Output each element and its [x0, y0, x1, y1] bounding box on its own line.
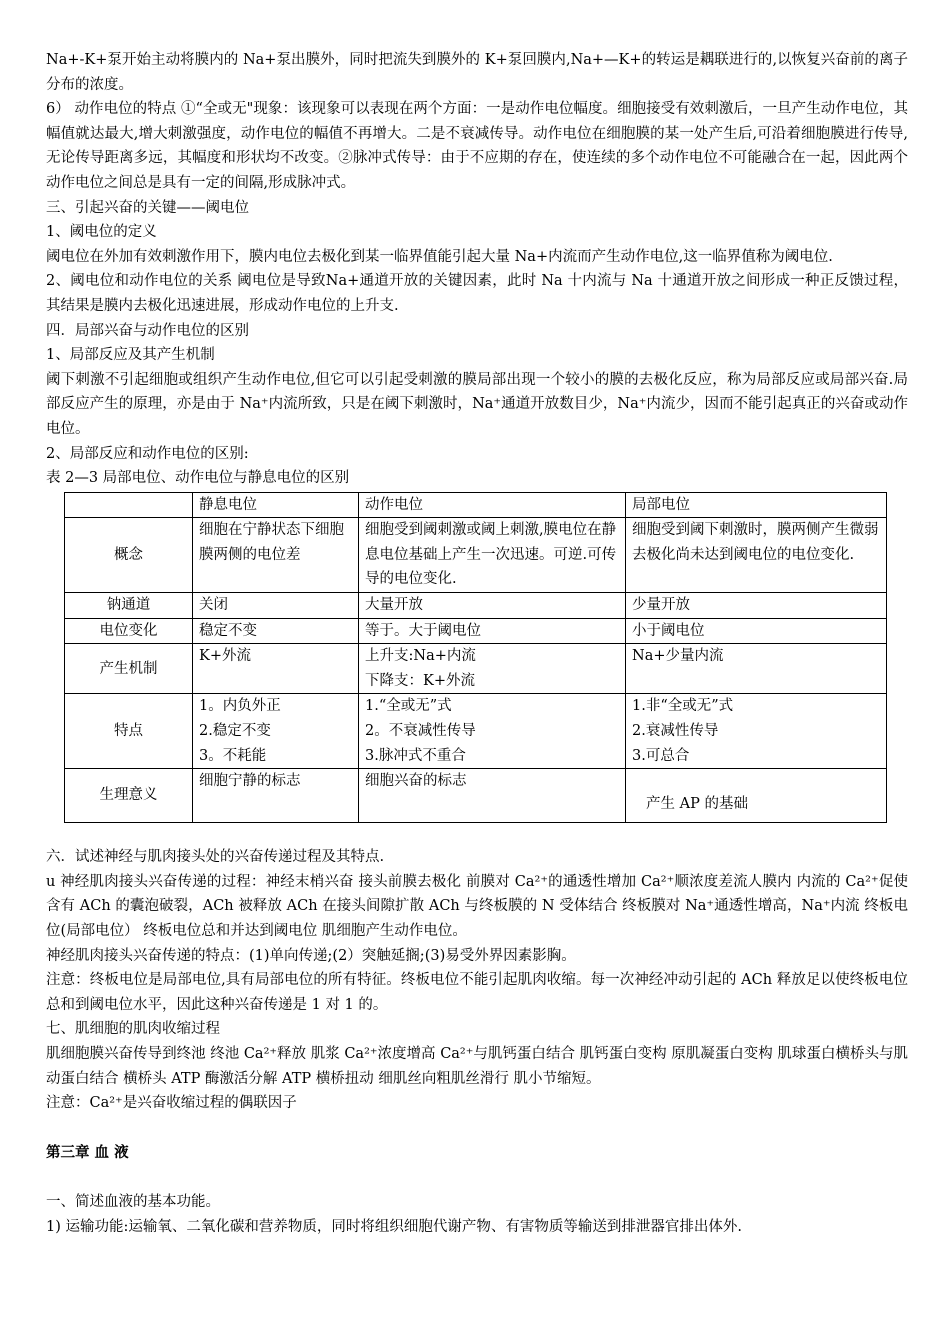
- cell-line: 2。不衰减性传导: [365, 723, 476, 740]
- table-header-cell: 动作电位: [359, 492, 626, 518]
- row-label: 电位变化: [65, 618, 193, 644]
- paragraph-transport-function: 1) 运输功能:运输氧、二氧化碳和营养物质，同时将组织细胞代谢产物、有害物质等输送到排泄器官排出体外.: [46, 1218, 742, 1235]
- cell-line: 2.稳定不变: [199, 723, 271, 740]
- paragraph-contraction-process: 肌细胞膜兴奋传导到终池 终池 Ca²⁺释放 肌浆 Ca²⁺浓度增高 Ca²⁺与肌钙蛋白结合 肌钙蛋白变构 原肌凝蛋白变构 肌球蛋白横桥头与肌动蛋白结合 横桥头 ATP 酶激活分解 ATP 横桥扭动 细肌丝向粗肌丝滑行 肌小节缩短。: [46, 1045, 908, 1087]
- document-body: [46, 48, 908, 1240]
- table-cell: [359, 644, 626, 694]
- spacer: [46, 1116, 908, 1141]
- cell-line: 3.可总合: [632, 747, 690, 764]
- table-cell: [626, 769, 887, 823]
- paragraph-threshold-definition: 阈电位在外加有效刺激作用下，膜内电位去极化到某一临界值能引起大量 Na+内流而产生动作电位,这一临界值称为阈电位.: [46, 248, 833, 265]
- spacer: [46, 1165, 908, 1190]
- cell-line: 3。不耗能: [199, 747, 267, 764]
- paragraph-local-response: 阈下刺激不引起细胞或组织产生动作电位,但它可以引起受刺激的膜局部出现一个较小的膜的去极化反应，称为局部反应或局部兴奋.局部反应产生的原理，亦是由于 Na⁺内流所致，只是在阈下刺激时，Na⁺通道开放数目少，Na⁺内流少，因而不能引起真正的兴奋或动作电位。: [46, 371, 908, 437]
- paragraph-threshold-relation: 2、阈电位和动作电位的关系 阈电位是导致Na+通道开放的关键因素，此时 Na 十内流与 Na 十通道开放之间形成一种正反馈过程，其结果是膜内去极化迅速进展，形成动作电位的上升支.: [46, 273, 908, 314]
- table-cell: 小于阈电位: [626, 618, 887, 644]
- table-cell: [626, 644, 887, 694]
- row-label: 特点: [65, 694, 193, 769]
- table-header-cell: 静息电位: [193, 492, 359, 518]
- cell-line: K+外流: [199, 648, 251, 665]
- table-cell: 稳定不变: [193, 618, 359, 644]
- table-header-cell: 局部电位: [626, 492, 887, 518]
- cell-line: 上升支:Na+内流: [365, 648, 476, 665]
- section-heading-contraction: 七、肌细胞的肌肉收缩过程: [46, 1021, 220, 1038]
- cell-line: 产生 AP 的基础: [646, 796, 748, 813]
- spacer: [46, 823, 908, 845]
- table-row: [65, 644, 887, 694]
- subheading-difference: 2、局部反应和动作电位的区别:: [46, 445, 249, 462]
- paragraph-nmj-features: 神经肌肉接头兴奋传递的特点：(1)单向传递;(2）突触延搁;(3)易受外界因素影胸。: [46, 947, 576, 964]
- cell-line: 1。内负外正: [199, 698, 281, 715]
- subheading-local-response: 1、局部反应及其产生机制: [46, 347, 215, 364]
- paragraph-calcium-note: 注意：Ca²⁺是兴奋收缩过程的偶联因子: [46, 1095, 297, 1112]
- table-header-row: [65, 492, 887, 518]
- section-heading-threshold: 三、引起兴奋的关键——阈电位: [46, 199, 249, 216]
- table-cell: [193, 644, 359, 694]
- table-header-cell: [65, 492, 193, 518]
- table-cell: 等于。大于阈电位: [359, 618, 626, 644]
- table-row: [65, 694, 887, 769]
- table-row: [65, 593, 887, 619]
- table-cell: 大量开放: [359, 593, 626, 619]
- table-cell: [193, 694, 359, 769]
- row-label: 钠通道: [65, 593, 193, 619]
- table-cell: 少量开放: [626, 593, 887, 619]
- table-row: [65, 618, 887, 644]
- table-row: [65, 518, 887, 593]
- table-cell: 细胞宁静的标志: [193, 769, 359, 823]
- cell-line: Na+少量内流: [632, 648, 724, 665]
- table-cell: [626, 694, 887, 769]
- paragraph-na-k-pump: Na+-K+泵开始主动将膜内的 Na+泵出膜外，同时把流失到膜外的 K+泵回膜内,Na+—K+的转运是耦联进行的,以恢复兴奋前的离子分布的浓度。: [46, 52, 908, 93]
- section-heading-blood-functions: 一、简述血液的基本功能。: [46, 1194, 220, 1211]
- row-label: 生理意义: [65, 769, 193, 823]
- table-cell: 细胞受到阈刺激或阈上刺激,膜电位在静息电位基础上产生一次迅速。可逆.可传导的电位变化.: [359, 518, 626, 593]
- row-label: 产生机制: [65, 644, 193, 694]
- cell-line: 下降支：K+外流: [365, 672, 475, 689]
- cell-line: 3.脉冲式不重合: [365, 747, 466, 764]
- table-cell: [359, 694, 626, 769]
- cell-line: 1.非“全或无”式: [632, 698, 734, 715]
- cell-line: 1.“全或无”式: [365, 698, 452, 715]
- comparison-table: [64, 492, 887, 824]
- subheading-threshold-definition: 1、阈电位的定义: [46, 224, 157, 241]
- section-heading-nmj: 六．试述神经与肌肉接头处的兴奋传递过程及其特点.: [46, 849, 385, 866]
- row-label: 概念: [65, 518, 193, 593]
- table-row: [65, 769, 887, 823]
- cell-line: 2.衰减性传导: [632, 723, 719, 740]
- paragraph-nmj-note: 注意：终板电位是局部电位,具有局部电位的所有特征。终板电位不能引起肌肉收缩。每一次神经冲动引起的 ACh 释放足以使终板电位总和到阈电位水平，因此这种兴奋传递是 1 对 1 的。: [46, 972, 908, 1013]
- section-heading-local-excitation: 四．局部兴奋与动作电位的区别: [46, 322, 249, 339]
- paragraph-nmj-process: u 神经肌肉接头兴奋传递的过程：神经末梢兴奋 接头前膜去极化 前膜对 Ca²⁺的通透性增加 Ca²⁺顺浓度差流人膜内 内流的 Ca²⁺促使含有 ACh 的囊泡破裂，ACh 被释放 ACh 在接头间隙扩散 ACh 与终板膜的 N 受体结合 终板膜对 Na⁺通透性增高，Na⁺内流 终板电位(局部电位） 终板电位总和并达到阈电位 肌细胞产生动作电位。: [46, 873, 908, 939]
- table-cell: 关闭: [193, 593, 359, 619]
- comparison-table-wrapper: [64, 492, 886, 824]
- table-cell: 细胞在宁静状态下细胞膜两侧的电位差: [193, 518, 359, 593]
- table-cell: 细胞兴奋的标志: [359, 769, 626, 823]
- table-caption: 表 2—3 局部电位、动作电位与静息电位的区别: [46, 470, 350, 487]
- paragraph-ap-features: 6） 动作电位的特点 ①“全或无"现象：该现象可以表现在两个方面：一是动作电位幅度。细胞接受有效刺激后，一旦产生动作电位，其幅值就达最大,增大刺激强度，动作电位的幅值不再增大。二是不衰减传导。动作电位在细胞膜的某一处产生后,可沿着细胞膜进行传导,无论传导距离多远，其幅度和形状均不改变。②脉冲式传导：由于不应期的存在，使连续的多个动作电位不可能融合在一起，因此两个动作电位之间总是具有一定的间隔,形成脉冲式。: [46, 101, 908, 191]
- chapter-title: 第三章 血 液: [46, 1144, 129, 1161]
- table-cell: 细胞受到阈下刺激时，膜两侧产生微弱去极化尚未达到阈电位的电位变化.: [626, 518, 887, 593]
